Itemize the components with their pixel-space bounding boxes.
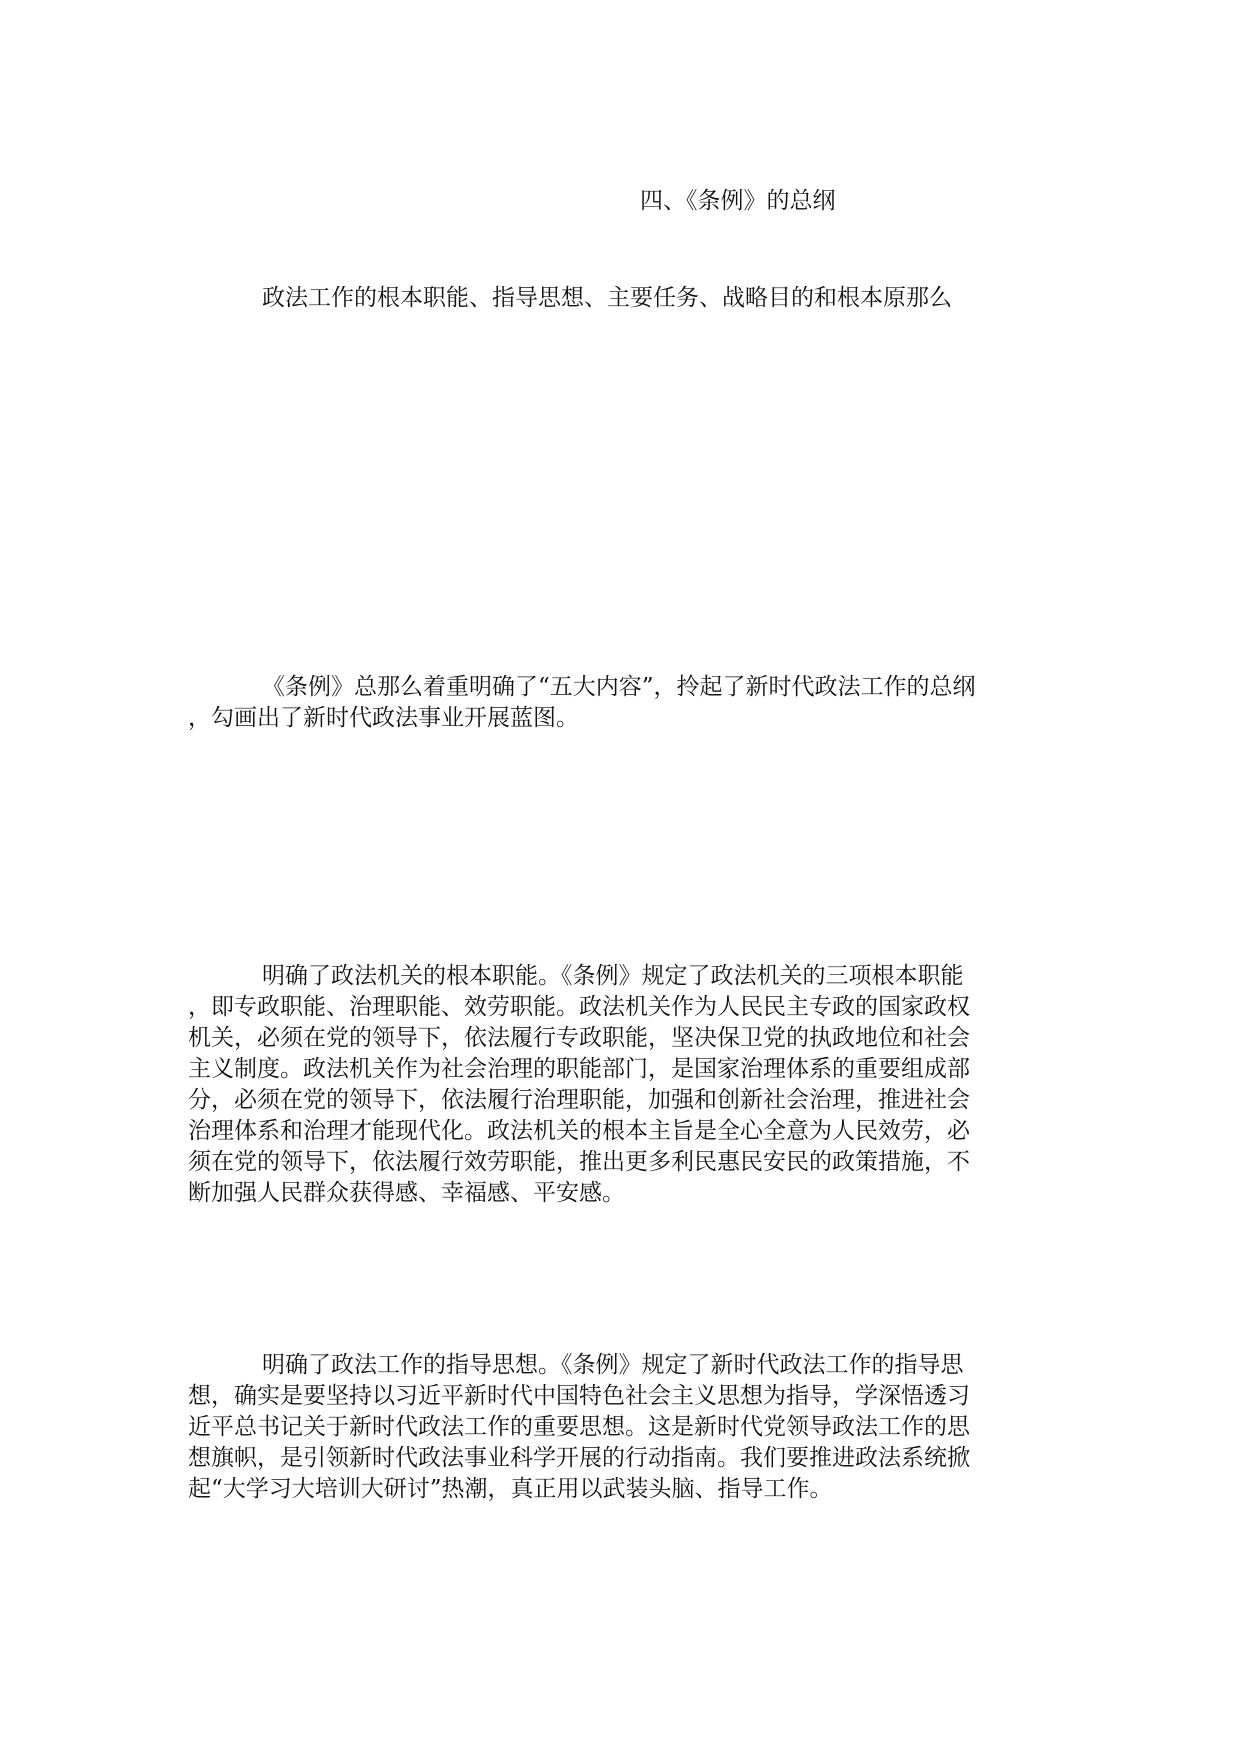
paragraph-line: 《条例》总那么着重明确了“五大内容”，拎起了新时代政法工作的总纲 <box>262 674 976 700</box>
paragraph-line: 近平总书记关于新时代政法工作的重要思想。这是新时代党领导政法工作的思 <box>188 1414 970 1440</box>
paragraph-line: 分，必须在党的领导下，依法履行治理职能，加强和创新社会治理，推进社会 <box>188 1087 970 1113</box>
paragraph-line: 明确了政法工作的指导思想。《条例》规定了新时代政法工作的指导思 <box>262 1352 964 1378</box>
paragraph-line: 起“大学习大培训大研讨”热潮，真正用以武装头脑、指导工作。 <box>188 1476 833 1502</box>
paragraph-line: 主义制度。政法机关作为社会治理的职能部门，是国家治理体系的重要组成部 <box>188 1056 970 1082</box>
paragraph-line: 想旗帜，是引领新时代政法事业科学开展的行动指南。我们要推进政法系统掀 <box>188 1445 970 1471</box>
paragraph-line: ，勾画出了新时代政法事业开展蓝图。 <box>188 705 579 731</box>
paragraph-line: 治理体系和治理才能现代化。政法机关的根本主旨是全心全意为人民效劳，必 <box>188 1118 970 1144</box>
paragraph-overview <box>188 672 1048 734</box>
paragraph-line: 明确了政法机关的根本职能。《条例》规定了政法机关的三项根本职能 <box>262 963 964 989</box>
section-subheading: 政法工作的根本职能、指导思想、主要任务、战略目的和根本原那么 <box>262 285 952 311</box>
section-heading: 四、《条例》的总纲 <box>640 188 836 214</box>
paragraph-line: 须在党的领导下，依法履行效劳职能，推出更多利民惠民安民的政策措施，不 <box>188 1149 970 1175</box>
paragraph-line: 想，确实是要坚持以习近平新时代中国特色社会主义思想为指导，学深悟透习 <box>188 1383 970 1409</box>
paragraph-guiding-ideology <box>188 1350 1048 1505</box>
paragraph-line: ，即专政职能、治理职能、效劳职能。政法机关作为人民民主专政的国家政权 <box>188 994 970 1020</box>
paragraph-basic-functions <box>188 961 1048 1209</box>
paragraph-line: 断加强人民群众获得感、幸福感、平安感。 <box>188 1180 625 1206</box>
paragraph-line: 机关，必须在党的领导下，依法履行专政职能，坚决保卫党的执政地位和社会 <box>188 1025 970 1051</box>
